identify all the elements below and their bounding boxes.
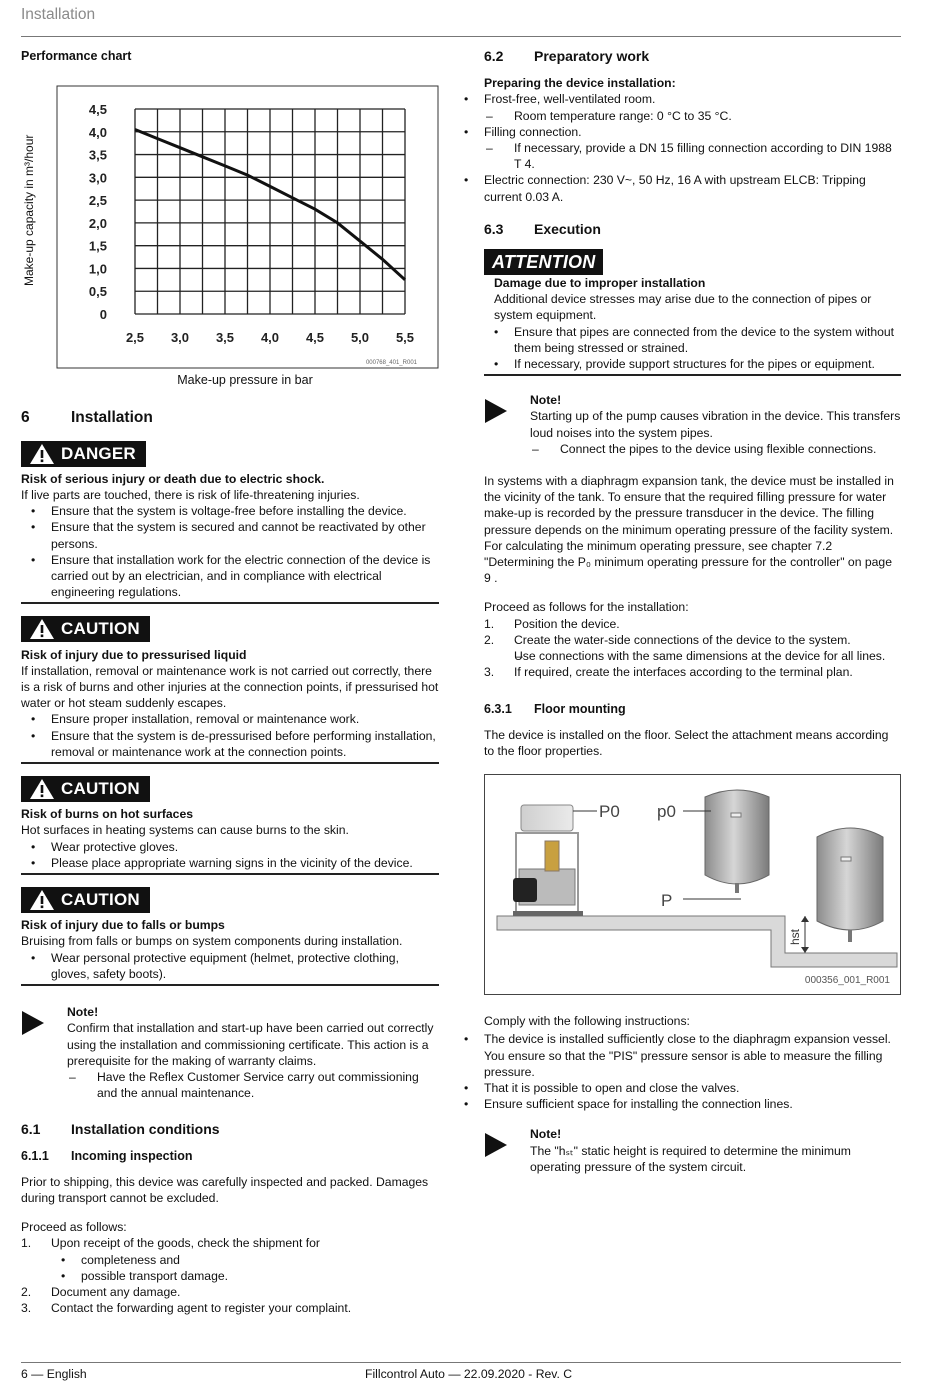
section-6-heading <box>21 410 439 426</box>
chart-xtick-label: 4,5 <box>305 330 325 346</box>
chart-ytick-label: 3,5 <box>88 147 107 163</box>
attention-box <box>484 249 901 376</box>
chart-ytick-label: 3,0 <box>88 170 107 186</box>
chart-code: 000768_401_R001 <box>365 360 417 367</box>
list-item: • Ensure that installation work for the electric connection of the device is carried out by an electrician, and in compliance with electrical engineering regulations. <box>21 552 439 601</box>
note-arrow-icon <box>484 1126 530 1175</box>
danger-list <box>21 503 439 600</box>
label-P0: P0 <box>599 802 620 822</box>
chart-ytick-label: 4,0 <box>88 124 107 140</box>
note-dash-item: – Have the Reflex Customer Service carry out commissioning and the annual maintenance. <box>37 1069 439 1101</box>
chart-ytick-label: 0,5 <box>88 284 107 300</box>
list-item: 2. Document any damage. <box>21 1284 181 1299</box>
list-item: • Ensure sufficient space for installing the connection lines. <box>454 1096 901 1112</box>
danger-intro: If live parts are touched, there is risk of life-threatening injuries. <box>21 488 360 503</box>
warning-triangle-icon <box>29 443 55 465</box>
dash-item: – If necessary, provide a DN 15 filling connection according to DIN 1988 T 4. <box>454 140 901 172</box>
execution-steps <box>484 616 901 681</box>
device-motor <box>513 878 537 902</box>
chart-xtick-label: 3,5 <box>215 330 235 346</box>
note-title: Note! <box>530 1127 562 1142</box>
warning-triangle-icon <box>29 889 55 911</box>
chart-xtick-label: 3,0 <box>170 330 190 346</box>
list-item: • Ensure that the system is secured and cannot be reactivated by other persons. <box>21 519 439 551</box>
caution-intro: Hot surfaces in heating systems can cause burns to the skin. <box>21 823 349 838</box>
attention-label: ATTENTION <box>484 249 603 275</box>
note-title: Note! <box>67 1005 99 1020</box>
list-item: 1. Position the device. <box>484 616 620 631</box>
section-6-1-heading: 6.1 Installation conditions <box>21 1121 220 1138</box>
section-number: 6 <box>21 409 30 427</box>
list-item: • Filling connection. – If necessary, provide a DN 15 filling connection according to DIN 1988 T 4. <box>454 124 901 173</box>
device-controller <box>521 805 573 831</box>
inspection-proceed: Proceed as follows: <box>21 1220 127 1235</box>
label-P: P <box>661 891 673 911</box>
note-box-2 <box>484 392 901 457</box>
section-6-2-heading: 6.2 Preparatory work <box>484 48 650 64</box>
warning-triangle-icon <box>29 618 55 640</box>
right-column <box>484 48 901 1175</box>
figure-code: 000356_001_R001 <box>804 975 890 987</box>
chart-ytick-label: 0 <box>99 307 107 323</box>
danger-box <box>21 441 439 605</box>
sub-item: • completeness and <box>51 1252 439 1268</box>
list-item: • Ensure proper installation, removal or maintenance work. <box>21 711 439 727</box>
footer-document: Fillcontrol Auto — 22.09.2020 - Rev. C <box>365 1367 573 1381</box>
caution-title: Risk of burns on hot surfaces <box>21 807 194 822</box>
caution-label: CAUTION <box>21 616 150 642</box>
section-6-3-1-heading: 6.3.1 Floor mounting <box>484 701 626 716</box>
list-item: • The device is installed sufficiently close to the diaphragm expansion vessel. You ensure so that the "PIS" pressure sensor is able to measure the filling pressure. <box>454 1031 901 1080</box>
list-item: 3. If required, create the interfaces according to the terminal plan. <box>484 665 853 680</box>
label-p0: p0 <box>657 802 676 822</box>
chart-ylabel: Make-up capacity in m³/hour <box>22 134 36 287</box>
section-6-1-1-heading: 6.1.1 Incoming inspection <box>21 1148 193 1163</box>
list-item: • Frost-free, well-ventilated room. – Room temperature range: 0 °C to 35 °C. <box>454 91 901 123</box>
list-item: • Ensure that the system is de-pressurised before performing installation, removal or maintenance work at the connection points. <box>21 728 439 760</box>
header-title: Installation <box>21 6 96 23</box>
dash-item: – Room temperature range: 0 °C to 35 °C. <box>454 108 901 124</box>
chart-xtick-label: 5,0 <box>350 330 370 346</box>
note-text: The "hₛₜ" static height is required to determine the minimum operating pressure of the system circuit. <box>530 1143 851 1174</box>
chart-xlabel: Make-up pressure in bar <box>177 373 313 388</box>
note-title: Note! <box>530 393 562 408</box>
chart-ytick-label: 2,0 <box>88 216 107 232</box>
device-base <box>513 911 583 916</box>
caution-label: CAUTION <box>21 887 150 913</box>
device-valve <box>545 841 559 871</box>
prep-heading: Preparing the device installation: <box>484 76 676 91</box>
section-title: Installation <box>71 409 153 427</box>
note-text: Starting up of the pump causes vibration in the device. This transfers loud noises into the system pipes. <box>530 409 901 440</box>
note-box-3 <box>484 1126 901 1175</box>
caution-label: CAUTION <box>21 776 150 802</box>
header-divider <box>21 36 901 37</box>
label-hst: hst <box>788 929 802 946</box>
execution-paragraph: In systems with a diaphragm expansion tank, the device must be installed in the vicinity of the tank. To ensure that the required filling pressure for water make-up is recorded by the pressure transducer in the device. The filling pressure depends on the minimum operating pressure of the facility system. For calculating the minimum operating pressure, see chapter 7.2 "Determining the P₀ minimum operating pressure for the controller" on page 9 . <box>484 474 894 586</box>
caution-intro: If installation, removal or maintenance work is not carried out correctly, there is a risk of burns and other injuries at the connection points, if pressurised hot water or hot steam suddenly escapes. <box>21 663 439 711</box>
chart-ytick-label: 2,5 <box>88 193 107 209</box>
chart-xtick-label: 4,0 <box>260 330 280 346</box>
attention-title: Damage due to improper installation <box>494 276 706 291</box>
attention-intro: Additional device stresses may arise due to the connection of pipes or system equipment. <box>494 292 872 323</box>
expansion-tank-2 <box>817 828 883 930</box>
caution-box-3 <box>21 887 439 986</box>
list-item: 1. Upon receipt of the goods, check the shipment for • completeness and • possible transport damage. <box>21 1235 439 1284</box>
inspection-steps <box>21 1235 439 1316</box>
list-item: • Wear protective gloves. <box>21 839 439 855</box>
floor-paragraph: The device is installed on the floor. Select the attachment means according to the floor properties. <box>484 727 889 758</box>
chart-ytick-label: 1,0 <box>88 261 107 277</box>
chart-ytick-label: 4,5 <box>88 102 107 118</box>
list-item: • Please place appropriate warning signs in the vicinity of the device. <box>21 855 439 871</box>
caution-box-1 <box>21 616 439 764</box>
chart-xtick-label: 2,5 <box>125 330 145 346</box>
caution-title: Risk of injury due to falls or bumps <box>21 918 225 933</box>
note-dash-item: – Connect the pipes to the device using flexible connections. <box>500 441 901 457</box>
note-box-1 <box>21 1004 439 1101</box>
performance-chart <box>21 66 439 372</box>
danger-title: Risk of serious injury or death due to electric shock. <box>21 471 325 486</box>
sub-item: • possible transport damage. <box>51 1268 439 1284</box>
caution-box-2 <box>21 776 439 875</box>
list-item: • Ensure that pipes are connected from the device to the system without them being stressed or strained. <box>484 324 901 356</box>
floor-mounting-diagram <box>485 775 900 994</box>
list-item: • Wear personal protective equipment (helmet, protective clothing, gloves, safety boots). <box>21 950 439 982</box>
chart-heading: Performance chart <box>21 49 132 63</box>
caution-intro: Bruising from falls or bumps on system components during installation. <box>21 934 403 949</box>
execution-proceed: Proceed as follows for the installation: <box>484 600 689 615</box>
list-item: • If necessary, provide support structures for the pipes or equipment. <box>484 356 901 372</box>
warning-triangle-icon <box>29 778 55 800</box>
list-item: • Electric connection: 230 V~, 50 Hz, 16 A with upstream ELCB: Tripping current 0.03 A. <box>454 172 901 204</box>
inspection-paragraph: Prior to shipping, this device was carefully inspected and packed. Damages during transport cannot be excluded. <box>21 1174 429 1205</box>
comply-intro: Comply with the following instructions: <box>484 1014 690 1029</box>
list-item: 3. Contact the forwarding agent to register your complaint. <box>21 1301 352 1316</box>
list-item: • Ensure that the system is voltage-free before installing the device. <box>21 503 439 519</box>
floor-mounting-figure <box>484 774 901 995</box>
chart-ytick-label: 1,5 <box>88 238 107 254</box>
caution-title: Risk of injury due to pressurised liquid <box>21 647 247 662</box>
danger-label: DANGER <box>21 441 146 467</box>
section-6-3-heading: 6.3 Execution <box>484 220 601 237</box>
chart-xtick-label: 5,5 <box>395 330 415 346</box>
footer-page: 6 — English <box>21 1367 87 1381</box>
chart-plot <box>21 66 439 372</box>
footer-divider <box>21 1362 901 1363</box>
list-item: 2. Create the water-side connections of the device to the system. – Use connections with the same dimensions at the device for all lines. <box>484 632 901 664</box>
left-column <box>21 48 439 1316</box>
prep-list <box>454 91 901 204</box>
list-item: • That it is possible to open and close the valves. <box>454 1080 901 1096</box>
expansion-tank-1 <box>705 790 769 884</box>
note-text: Confirm that installation and start-up have been carried out correctly using the installation and commissioning certificate. This action is a prerequisite for the making of warranty claims. <box>67 1021 434 1068</box>
dash-item: – Use connections with the same dimensions at the device for all lines. <box>484 648 901 664</box>
